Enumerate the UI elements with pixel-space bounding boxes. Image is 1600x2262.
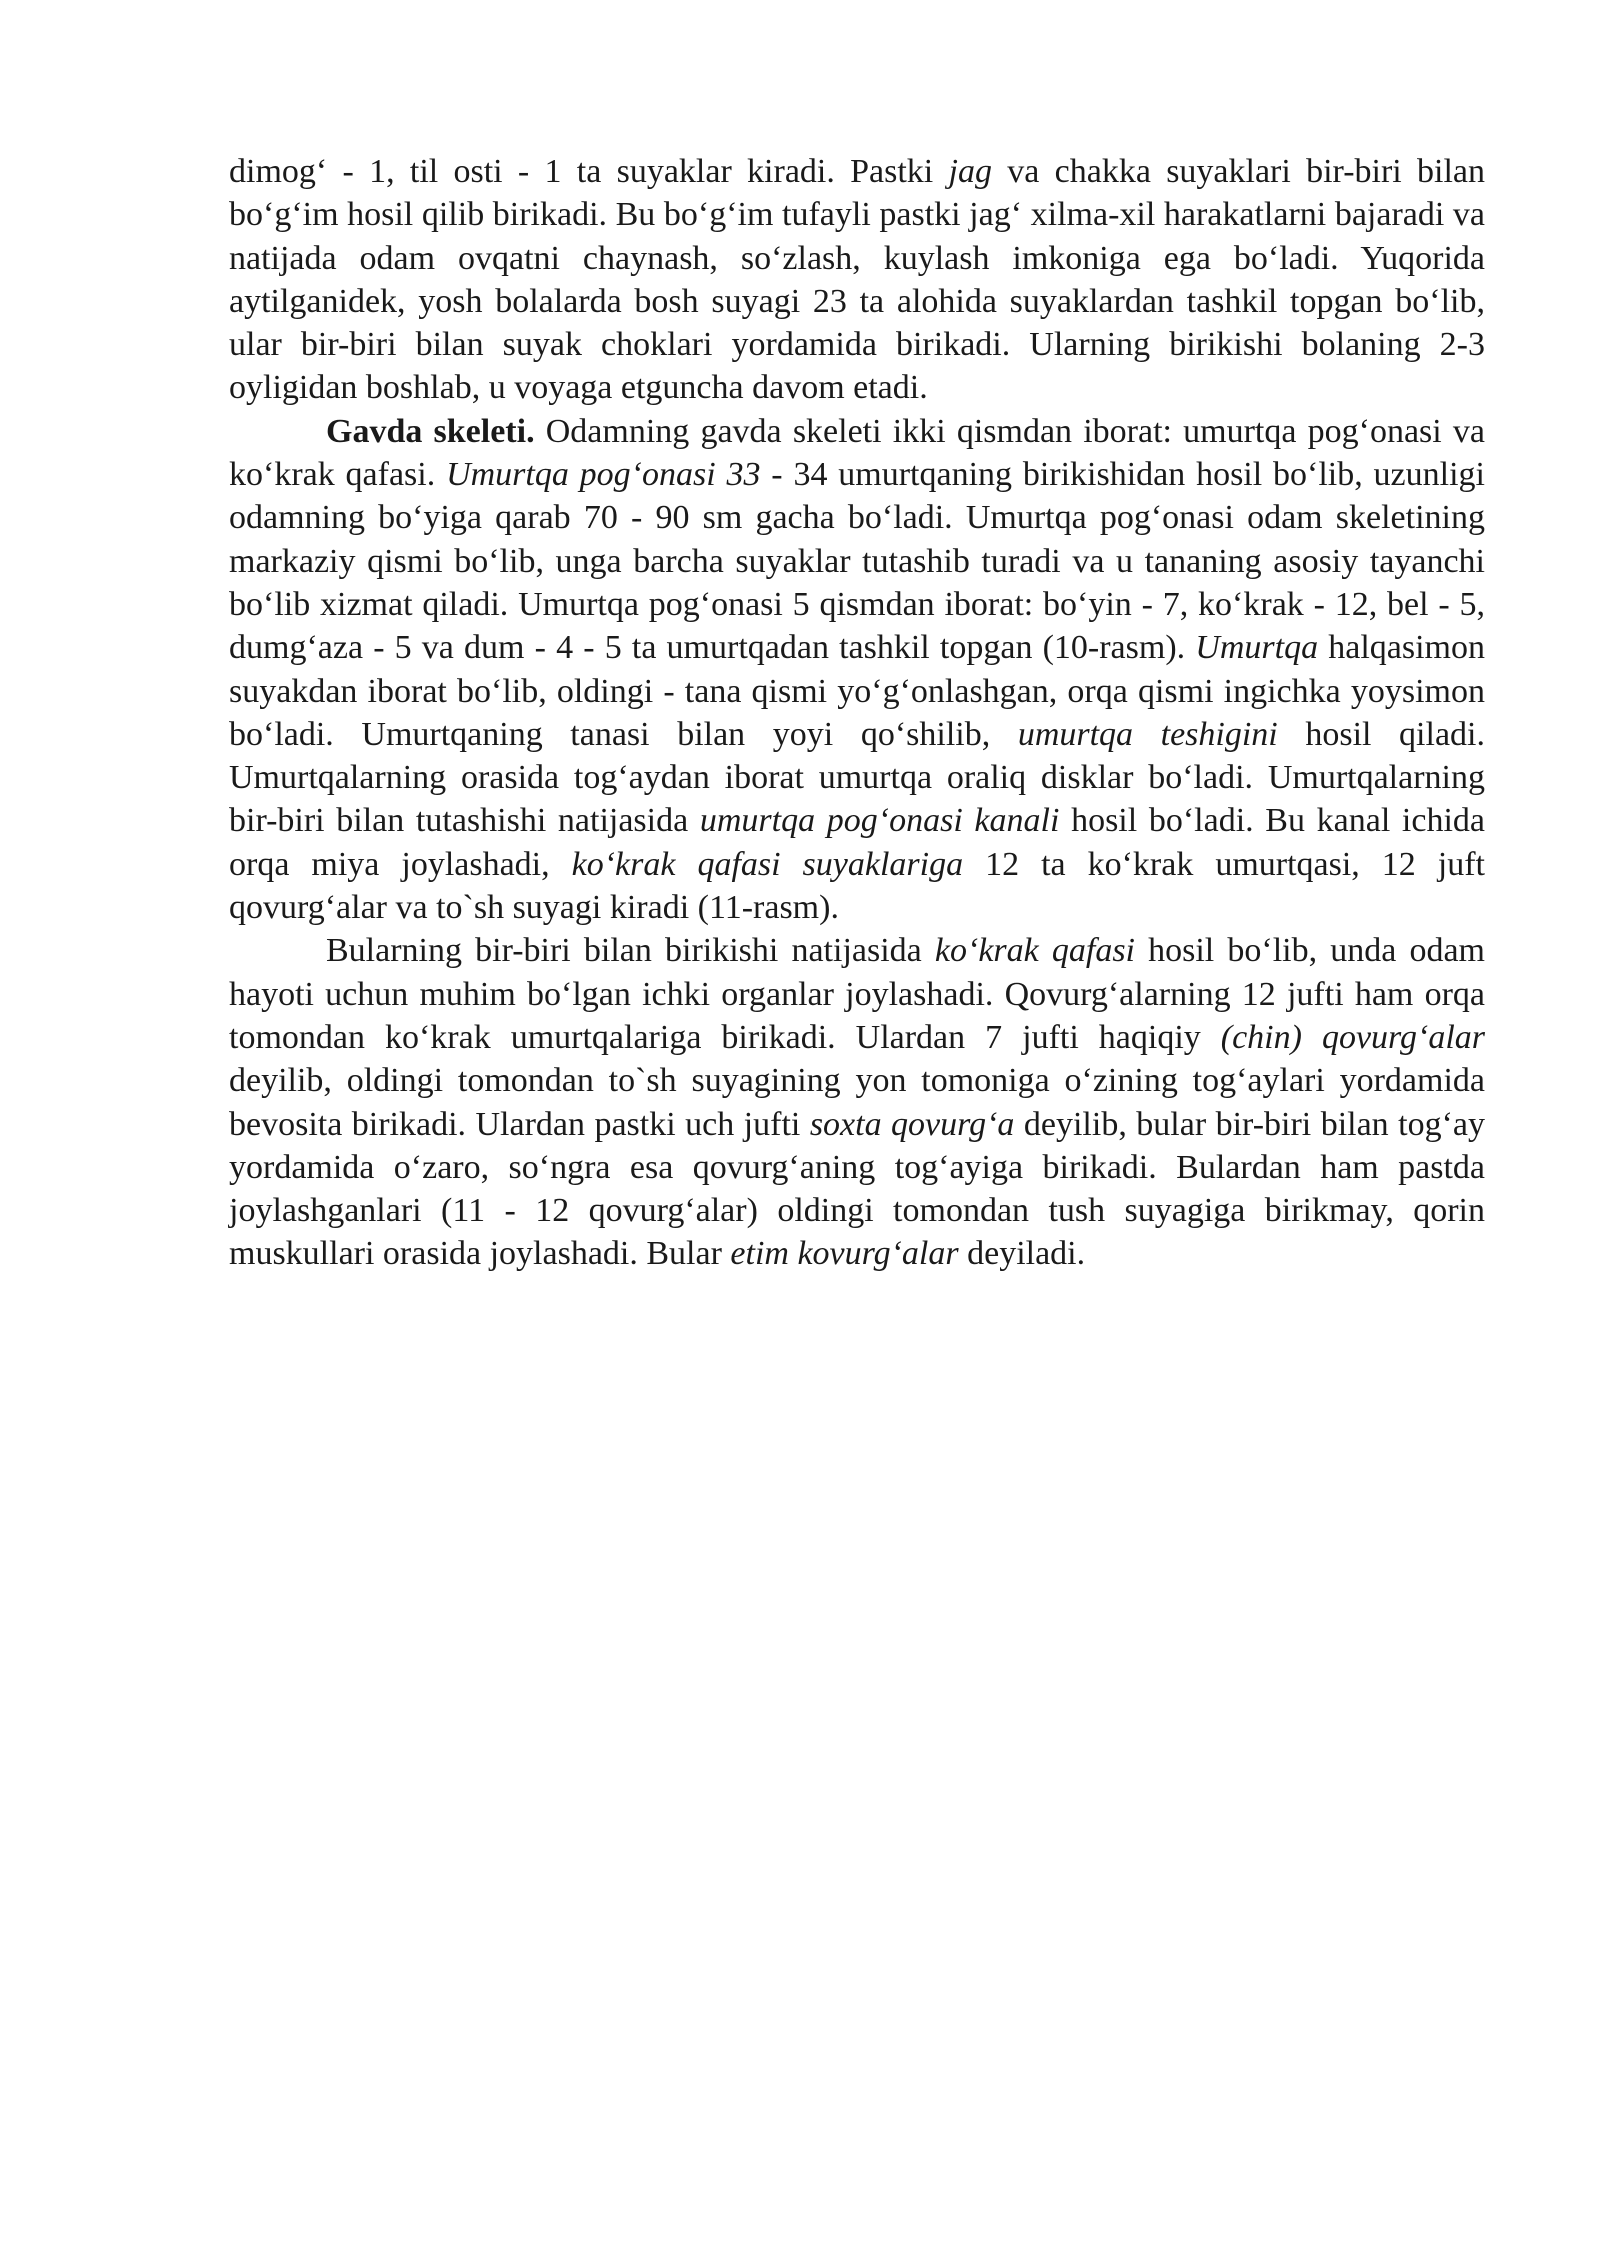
term-thorax: ko‘krak qafasi xyxy=(934,932,1135,970)
paragraph-ribs xyxy=(229,929,1485,1275)
text-run: deyiladi. xyxy=(958,1235,1086,1273)
text-run: dimog‘ - 1, til osti - 1 ta suyaklar kiradi. Pastki xyxy=(229,153,949,190)
text-run: halqasimon suyakdan iborat bo‘lib, oldingi - tana qismi yo‘g‘onlashgan, orqa qismi ingichka yoysimon bo‘ladi. Umurtqaning tanasi bilan yoyi qo‘shilib, xyxy=(229,629,1485,753)
paragraph-trunk-skeleton xyxy=(229,410,1485,930)
text-run: va chakka suyaklari bir-biri bilan bo‘g‘im hosil qilib birikadi. Bu bo‘g‘im tufayli pastki jag‘ xilma-xil harakatlarni bajaradi va natijada odam ovqatni chaynash, so‘zlash, kuylash imkoniga ega bo‘ladi. Yuqorida aytilganidek, yosh bolalarda bosh suyagi 23 ta alohida suyaklardan tashkil topgan bo‘lib, ular bir-biri bilan suyak choklari yordamida birikadi. Ularning birikishi bolaning 2-3 oyligidan boshlab, u voyaga etguncha davom etadi. xyxy=(229,153,1485,407)
text-run: - 34 umurtqaning birikishidan hosil bo‘lib, uzunligi odamning bo‘yiga qarab 70 - 90 sm gacha bo‘ladi. Umurtqa pog‘onasi odam skeletining markaziy qismi bo‘lib, unga barcha suyaklar tutashib turadi va u tananing asosiy tayanchi bo‘lib xizmat qiladi. Umurtqa pog‘onasi 5 qismdan iborat: bo‘yin - 7, ko‘krak - 12, bel - 5, dumg‘aza - 5 va dum - 4 - 5 ta umurtqadan tashkil topgan (10-rasm). xyxy=(229,456,1485,667)
text-run: deyilib, oldingi tomondan to`sh suyagining yon tomoniga o‘zining tog‘aylari yordamida bevosita birikadi. Ulardan pastki uch jufti xyxy=(229,1062,1485,1143)
paragraph-skull-continuation xyxy=(229,150,1485,410)
text-run: Bularning bir-biri bilan birikishi natijasida xyxy=(326,932,935,970)
text-body xyxy=(229,150,1485,1276)
term-false-ribs: soxta qovurg‘a xyxy=(809,1105,1015,1143)
term-spine: Umurtqa pog‘onasi 33 xyxy=(446,456,761,494)
text-run: Odamning gavda skeleti ikki qismdan iborat: umurtqa pog‘onasi va ko‘krak qafasi. xyxy=(229,412,1485,494)
term-true-ribs: (chin) qovurg‘alar xyxy=(1220,1018,1485,1056)
text-run: hosil bo‘ladi. Bu kanal ichida orqa miya joylashadi, xyxy=(229,802,1485,883)
text-run: hosil bo‘lib, unda odam hayoti uchun muhim bo‘lgan ichki organlar joylashadi. Qovurg‘alarning 12 jufti ham orqa tomondan ko‘krak umurtqalariga birikadi. Ulardan 7 jufti haqiqiy xyxy=(229,932,1486,1056)
text-run: deyilib, bular bir-biri bilan tog‘ay yordamida o‘zaro, so‘ngra esa qovurg‘aning tog‘ayiga birikadi. Bulardan ham pastda joylashganlari (11 - 12 qovurg‘alar) oldingi tomondan tush suyagiga birikmay, qorin muskullari orasida joylashadi. Bular xyxy=(229,1105,1486,1273)
term-jag: jag xyxy=(948,153,992,190)
term-thorax-bones: ko‘krak qafasi suyaklariga xyxy=(571,845,964,883)
term-vertebral-foramen: umurtqa teshigini xyxy=(1017,715,1278,753)
section-heading: Gavda skeleti. xyxy=(326,412,535,450)
text-run: hosil qiladi. Umurtqalarning orasida tog‘aydan iborat umurtqa oraliq disklar bo‘ladi. Umurtqalarning bir-biri bilan tutashishi natijasida xyxy=(229,715,1485,840)
term-spinal-canal: umurtqa pog‘onasi kanali xyxy=(699,802,1060,840)
text-run: 12 ta ko‘krak umurtqasi, 12 juft qovurg‘alar va to`sh suyagi kiradi (11-rasm). xyxy=(229,845,1485,927)
term-vertebra: Umurtqa xyxy=(1195,629,1319,667)
term-floating-ribs: etim kovurg‘alar xyxy=(730,1235,959,1273)
